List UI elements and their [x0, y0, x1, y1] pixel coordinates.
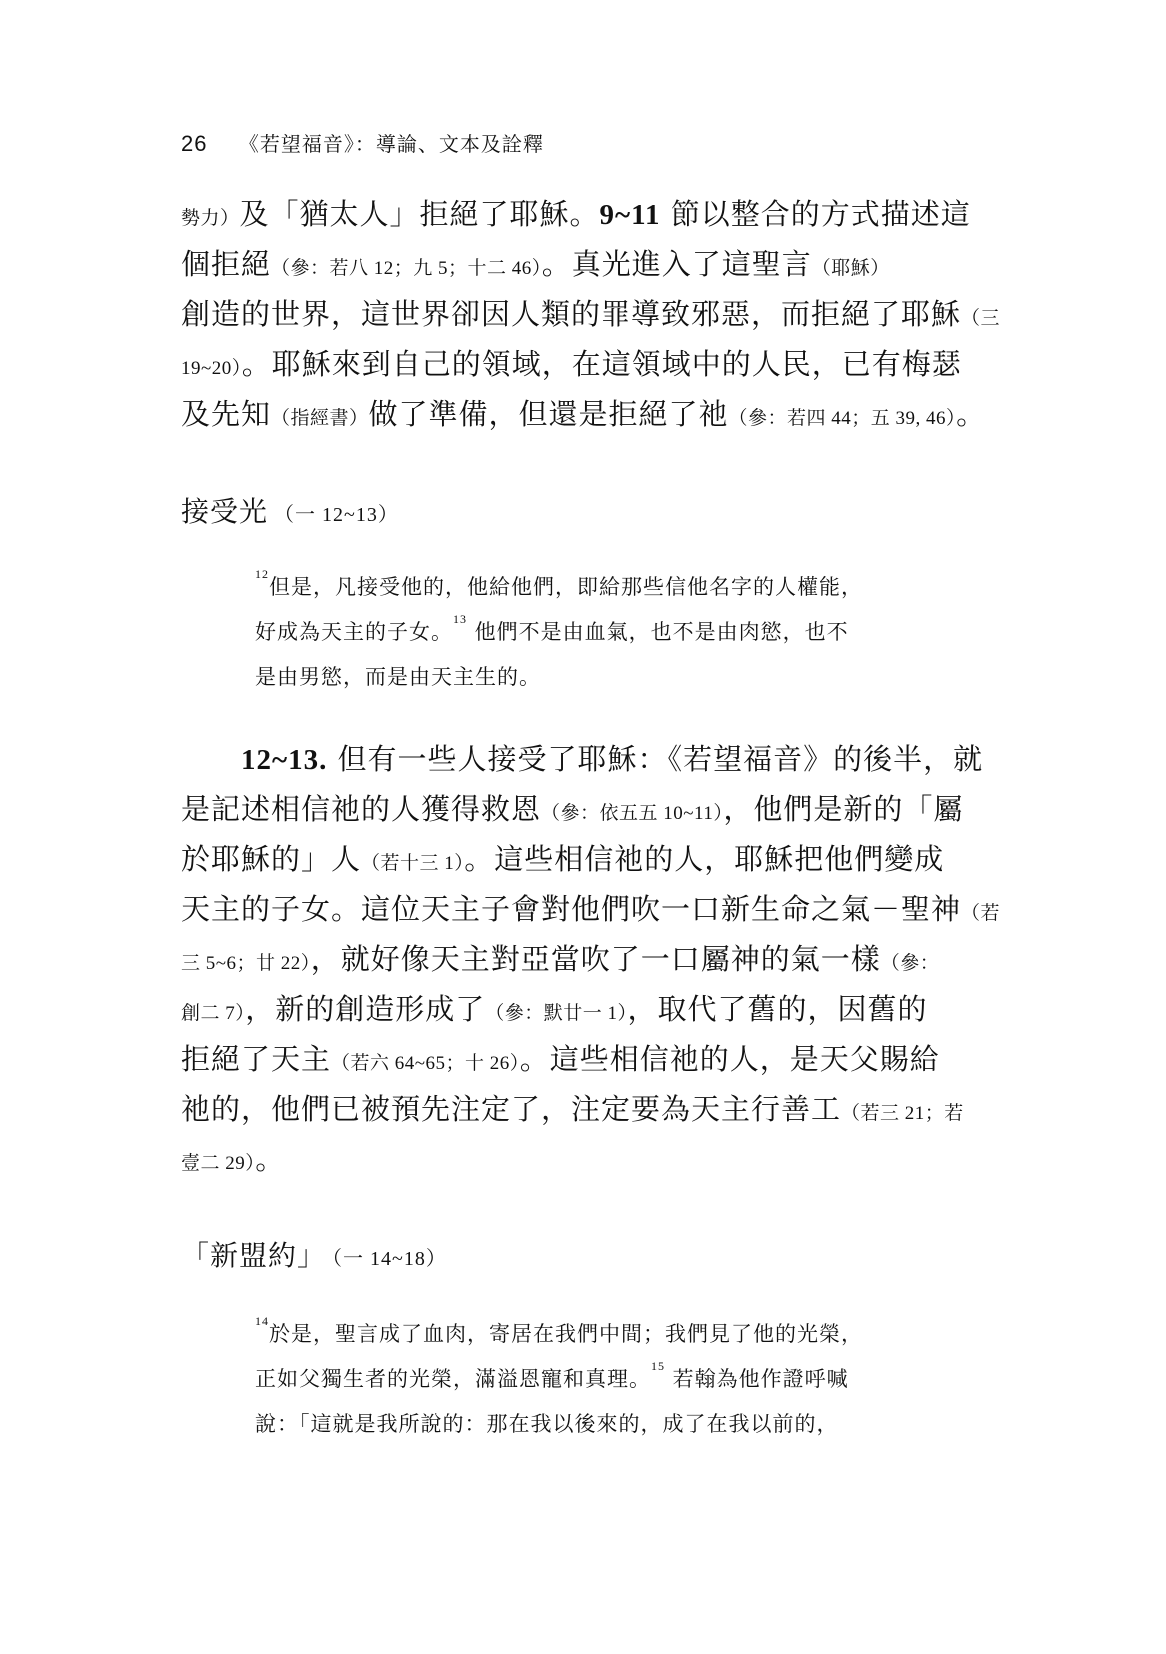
text-run: 9~11 [599, 199, 661, 231]
text-run: （參：若四 44；五 39, 46） [728, 408, 957, 429]
text-run: （耶穌） [811, 258, 890, 279]
book-title: 《若望福音》：導論、文本及詮釋 [238, 132, 544, 156]
text-run: （指經書） [271, 408, 369, 429]
text-line [181, 347, 962, 381]
text-line [181, 247, 890, 281]
text-run: 他們不是由血氣，也不是由肉慾，也不 [467, 620, 849, 644]
text-run: 。耶穌來到自己的領域，在這領域中的人民，已有梅瑟 [241, 347, 962, 381]
text-run: （若十三 1） [361, 853, 465, 874]
text-run: 19~20） [181, 358, 242, 379]
text-run: 及先知 [181, 397, 272, 431]
text-run: 是由男慾，而是由天主生的。 [255, 665, 541, 689]
scripture-line [255, 567, 863, 601]
text-run: 創造的世界，這世界卻因人類的罪導致邪惡，而拒絕了耶穌 [181, 297, 962, 331]
page-number: 26 [181, 131, 208, 156]
section-title: 接受光 [181, 495, 269, 528]
text-run: 12~13. [241, 744, 328, 776]
text-run: （參：若八 12；九 5；十二 46） [271, 258, 542, 279]
text-run: 說：「這就是我所說的：那在我以後來的，成了在我以前的， [255, 1412, 839, 1436]
text-run: 若翰為他作證呼喊 [665, 1367, 849, 1391]
text-run: 及「猶太人」拒絕了耶穌。 [239, 197, 600, 231]
text-line [241, 742, 984, 776]
text-run: 。 [956, 397, 987, 431]
text-line [181, 397, 987, 431]
scripture-line [255, 1408, 839, 1438]
text-run: 於耶穌的」人 [181, 842, 362, 876]
text-run: ，新的創造形成了 [245, 992, 486, 1026]
text-run: 好成為天主的子女。 [255, 620, 453, 644]
text-run: 是記述相信祂的人獲得救恩 [181, 792, 542, 826]
text-line [181, 1092, 964, 1126]
section-ref: （一 12~13） [274, 504, 399, 526]
text-line [181, 1042, 940, 1076]
text-run: 。真光進入了這聖言 [541, 247, 812, 281]
text-line [181, 792, 964, 826]
text-run: （參：默廿一 1） [485, 1003, 628, 1024]
text-run: 。這些相信祂的人，是天父賜給 [519, 1042, 940, 1076]
text-run: ，取代了舊的，因舊的 [627, 992, 928, 1026]
text-run: （三 [961, 308, 1001, 329]
text-run: 三 5~6；廿 22） [181, 953, 311, 974]
section-heading [181, 490, 399, 530]
text-line [181, 1142, 286, 1176]
text-run: 個拒絕 [181, 247, 272, 281]
text-run: （若六 64~65；十 26） [331, 1053, 520, 1074]
text-run: 做了準備，但還是拒絕了祂 [368, 397, 729, 431]
text-run: （若 [961, 903, 1001, 924]
text-run: 拒絕了天主 [181, 1042, 332, 1076]
text-run: ，就好像天主對亞當吹了一口屬神的氣一樣 [310, 942, 881, 976]
text-run: 節以整合的方式描述這 [660, 197, 971, 231]
section-ref: （一 14~18） [332, 1248, 447, 1270]
scripture-line [255, 612, 849, 646]
text-run: 。這些相信祂的人，耶穌把他們變成 [464, 842, 945, 876]
text-run: 但有一些人接受了耶穌：《若望福音》的後半，就 [327, 742, 984, 776]
verse-number: 13 [453, 612, 467, 626]
text-run: 壹二 29） [181, 1153, 256, 1174]
section-title: 「新盟約」 [181, 1239, 327, 1272]
text-run: 祂的，他們已被預先注定了，注定要為天主行善工 [181, 1092, 842, 1126]
text-run: 天主的子女。這位天主子會對他們吹一口新生命之氣－聖神 [181, 892, 962, 926]
text-run: 勢力） [181, 208, 240, 229]
text-line [181, 942, 940, 976]
text-run: 。 [255, 1142, 286, 1176]
text-run: （參： [880, 953, 940, 974]
text-run: 創二 7） [181, 1003, 246, 1024]
text-run: （若三 21；若 [841, 1103, 964, 1124]
scripture-line [255, 1314, 863, 1348]
text-line [181, 297, 1001, 331]
verse-number: 12 [255, 567, 269, 581]
text-line [181, 992, 928, 1026]
text-run: 正如父獨生者的光榮，滿溢恩寵和真理。 [255, 1367, 651, 1391]
text-run: （參：依五五 10~11） [541, 803, 724, 824]
text-line [181, 892, 1001, 926]
text-run: 但是，凡接受他的，他給他們，即給那些信他名字的人權能， [269, 575, 863, 599]
text-run: ，他們是新的「屬 [723, 792, 964, 826]
scripture-line [255, 1359, 849, 1393]
scripture-line [255, 661, 541, 691]
running-header [181, 128, 544, 157]
text-line [181, 842, 945, 876]
verse-number: 14 [255, 1314, 269, 1328]
section-heading [181, 1234, 447, 1274]
verse-number: 15 [651, 1359, 665, 1373]
text-line [181, 197, 971, 231]
text-run: 於是，聖言成了血肉，寄居在我們中間；我們見了他的光榮， [269, 1322, 863, 1346]
